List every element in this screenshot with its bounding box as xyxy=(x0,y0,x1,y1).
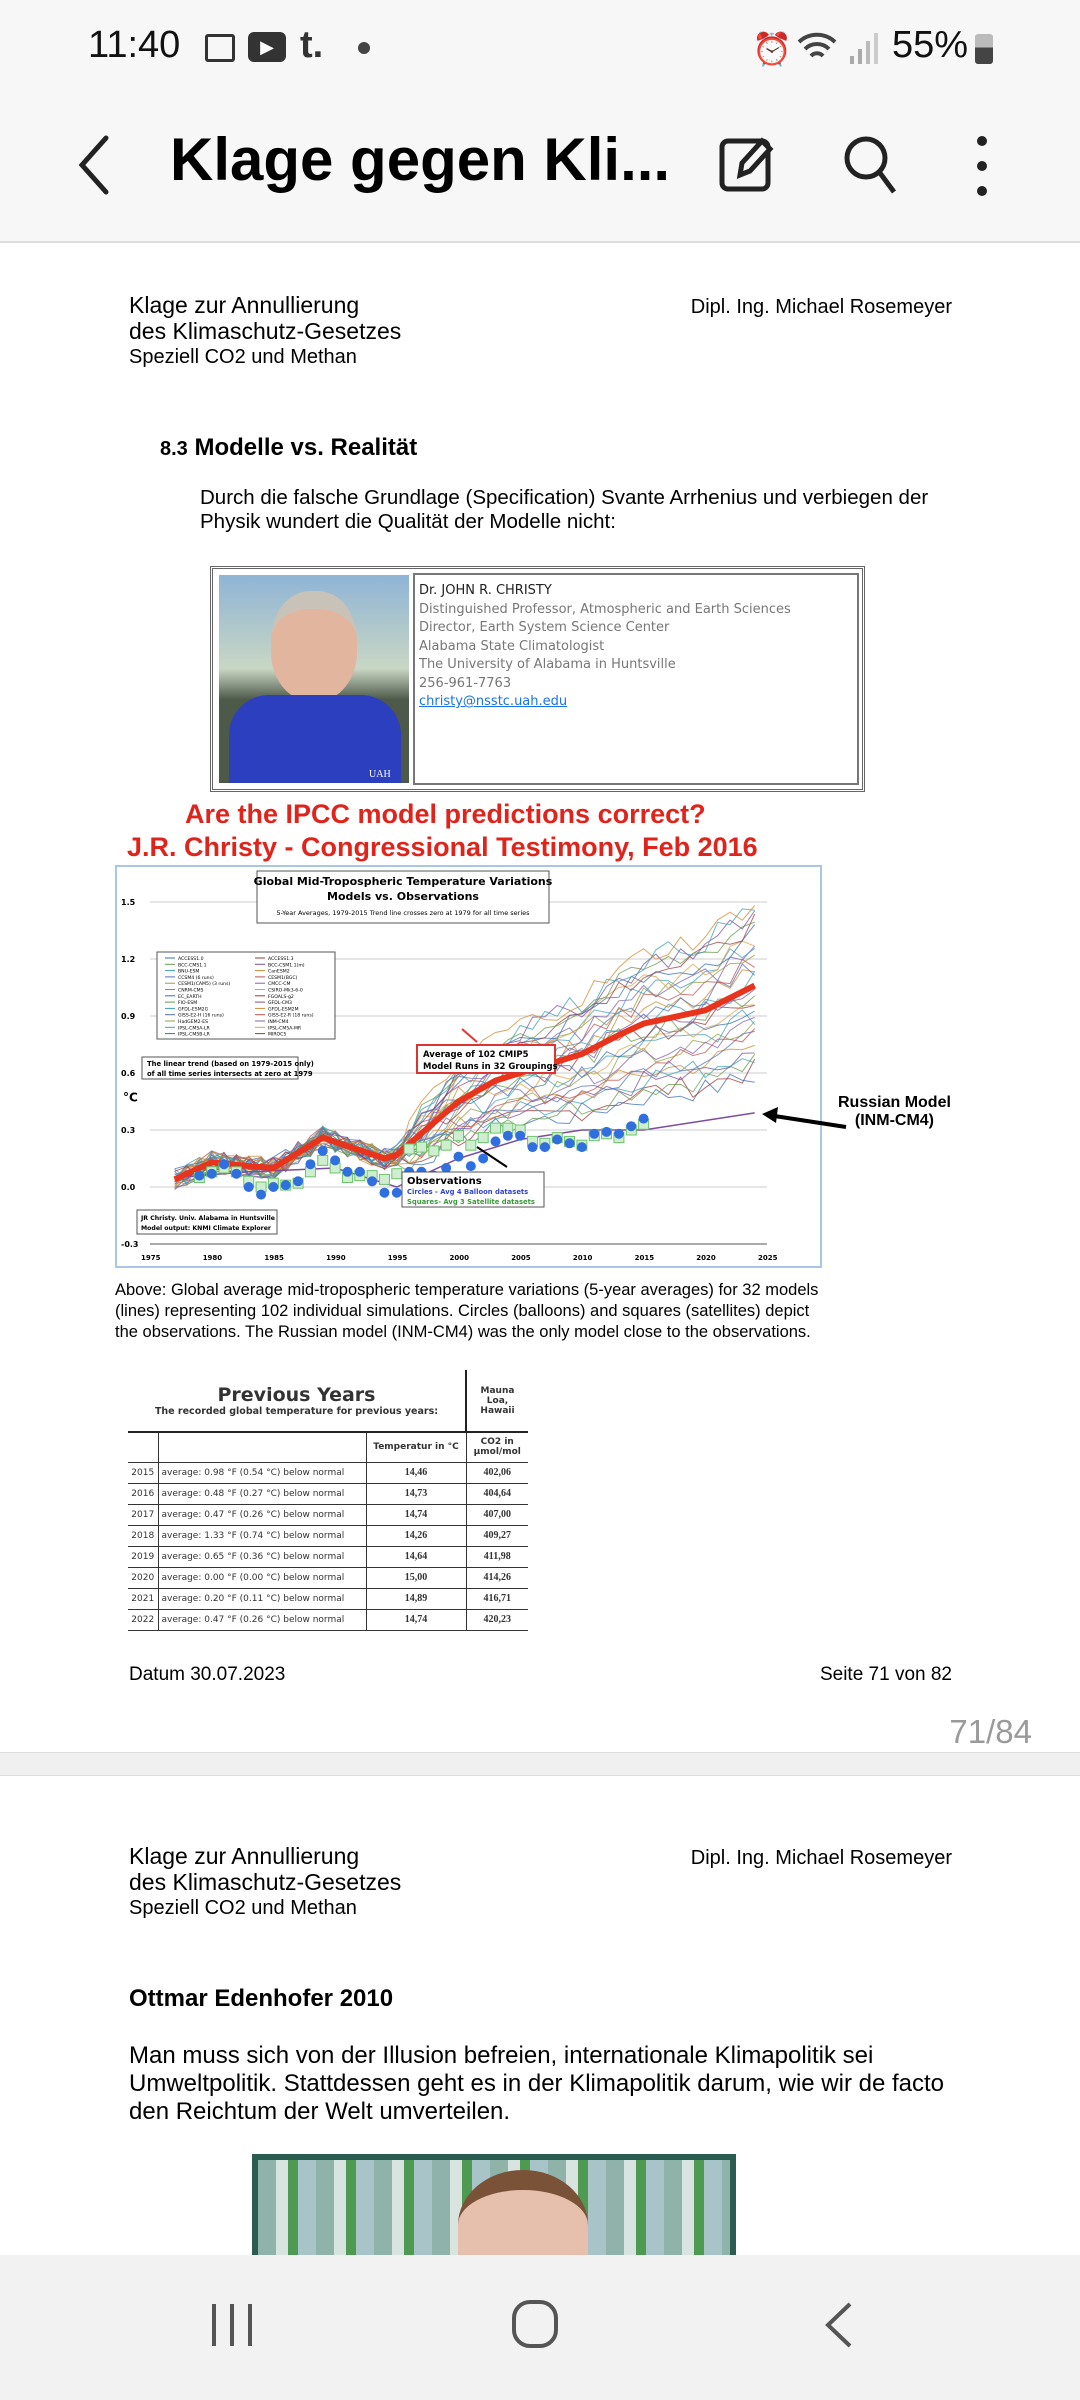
more-options-button[interactable] xyxy=(970,133,994,199)
satellite-square xyxy=(441,1140,451,1150)
table-row xyxy=(128,1525,528,1546)
satellite-square xyxy=(429,1146,439,1156)
header-line: Speziell CO2 und Methan xyxy=(129,1897,357,1919)
wifi-icon xyxy=(797,30,837,66)
balloon-circle xyxy=(231,1169,241,1179)
deviation-cell: average: 0.20 °F (0.11 °C) below normal xyxy=(158,1588,366,1609)
year-cell: 2016 xyxy=(128,1483,158,1504)
temp-cell: 14,64 xyxy=(366,1546,466,1567)
satellite-square xyxy=(416,1142,426,1152)
legend-entry: INM-CM4 xyxy=(268,1020,289,1025)
legend-entry: MIROC5 xyxy=(268,1032,287,1038)
x-tick-label: 1980 xyxy=(202,1254,223,1262)
legend-entry: FGOALS-g2 xyxy=(268,994,294,1000)
legend-entry: BNU-ESM xyxy=(178,969,200,975)
year-cell: 2018 xyxy=(128,1525,158,1546)
intro-paragraph: Durch die falsche Grundlage (Specification) Svante Arrhenius und verbiegen der Physik wundert die Qualität der Modelle nicht: xyxy=(200,486,929,533)
deviation-cell: average: 1.33 °F (0.74 °C) below normal xyxy=(158,1525,366,1546)
co2-cell: 416,71 xyxy=(466,1588,528,1609)
bio-details xyxy=(413,573,859,785)
balloon-circle xyxy=(330,1155,340,1165)
year-cell: 2022 xyxy=(128,1609,158,1630)
co2-cell: 420,23 xyxy=(466,1609,528,1630)
status-bar xyxy=(0,0,1080,95)
temp-cell: 15,00 xyxy=(366,1567,466,1588)
legend-entry: CanESM2 xyxy=(268,969,290,975)
bio-name: Dr. JOHN R. CHRISTY xyxy=(419,583,552,598)
x-tick-label: 2025 xyxy=(758,1254,778,1262)
balloon-circle xyxy=(478,1154,488,1164)
obs-squares: Squares- Avg 3 Satellite datasets xyxy=(407,1198,535,1206)
face xyxy=(458,2170,588,2255)
table-row xyxy=(128,1504,528,1525)
legend-entry: FIO-ESM xyxy=(178,1001,198,1007)
search-button[interactable] xyxy=(840,130,900,196)
legend-entry: HadGEM2-ES xyxy=(178,1020,209,1025)
balloon-circle xyxy=(305,1159,315,1169)
balloon-circle xyxy=(207,1169,217,1179)
temp-cell: 14,73 xyxy=(366,1483,466,1504)
deviation-cell: average: 0.47 °F (0.26 °C) below normal xyxy=(158,1609,366,1630)
x-tick-label: 2010 xyxy=(572,1254,593,1262)
bio-box xyxy=(210,566,865,792)
satellite-square xyxy=(379,1174,389,1184)
legend-entry: BCC-CSM1.1(m) xyxy=(268,963,305,969)
alarm-icon: ⏰ xyxy=(752,31,792,67)
y-tick-label: 1.2 xyxy=(121,955,136,964)
trend-note: The linear trend (based on 1979-2015 only) xyxy=(147,1060,314,1068)
page-header-left xyxy=(129,292,401,370)
co2-cell: 402,06 xyxy=(466,1462,528,1483)
table-row xyxy=(128,1609,528,1630)
edit-button[interactable] xyxy=(718,133,776,195)
news-icon xyxy=(205,34,235,62)
avg-label: Model Runs in 32 Groupings xyxy=(423,1062,558,1072)
balloon-circle xyxy=(515,1131,525,1141)
balloon-circle xyxy=(219,1159,229,1169)
legend-entry: CSIRO-Mk3-6-0 xyxy=(268,988,303,994)
youtube-icon: ▶ xyxy=(248,32,286,62)
page-indicator: 71/84 xyxy=(949,1713,1032,1750)
footer-date: Datum 30.07.2023 xyxy=(129,1664,286,1685)
year-cell: 2019 xyxy=(128,1546,158,1567)
y-axis-label: °C xyxy=(123,1090,138,1105)
balloon-circle xyxy=(256,1190,266,1200)
legend-entry: GISS-E2-H (16 runs) xyxy=(178,1013,224,1019)
balloon-circle xyxy=(528,1142,538,1152)
balloon-circle xyxy=(318,1146,328,1156)
label-line: Russian Model xyxy=(838,1094,951,1111)
back-nav-button[interactable] xyxy=(820,2300,860,2350)
page2-header-left xyxy=(129,1843,401,1921)
section-title: Modelle vs. Realität xyxy=(194,434,418,461)
year-cell: 2017 xyxy=(128,1504,158,1525)
header-line: Speziell CO2 und Methan xyxy=(129,346,357,368)
header-line: des Klimaschutz-Gesetzes xyxy=(129,318,402,344)
temp-cell: 14,89 xyxy=(366,1588,466,1609)
balloon-circle xyxy=(589,1129,599,1139)
page-separator xyxy=(0,1752,1080,1776)
co2-cell: 407,00 xyxy=(466,1504,528,1525)
credit: JR Christy. Univ. Alabama in Huntsville xyxy=(141,1215,275,1222)
header-line: des Klimaschutz-Gesetzes xyxy=(129,1869,402,1895)
red-title-2: J.R. Christy - Congressional Testimony, Feb 2016 xyxy=(127,832,758,862)
obs-circles: Circles - Avg 4 Balloon datasets xyxy=(407,1188,529,1196)
page2-header-right: Dipl. Ing. Michael Rosemeyer xyxy=(690,1847,952,1869)
bio-line: The University of Alabama in Huntsville xyxy=(419,657,676,672)
battery-percent: 55% xyxy=(892,24,969,66)
balloon-circle xyxy=(367,1176,377,1186)
bio-line: Distinguished Professor, Atmospheric and Earth Sciences xyxy=(419,601,791,617)
document-title: Klage gegen Kli... xyxy=(170,126,671,193)
footer-page: Seite 71 von 82 xyxy=(819,1664,952,1685)
balloon-circle xyxy=(639,1114,649,1124)
year-cell: 2020 xyxy=(128,1567,158,1588)
deviation-cell: average: 0.98 °F (0.54 °C) below normal xyxy=(158,1462,366,1483)
balloon-circle xyxy=(503,1131,513,1141)
satellite-square xyxy=(392,1169,402,1179)
header-line: Klage zur Annullierung xyxy=(129,1843,360,1869)
y-tick-label: 0.0 xyxy=(121,1183,136,1192)
co2-header: CO2 in µmol/mol xyxy=(466,1432,528,1462)
navigation-bar xyxy=(0,2255,1080,2400)
co2-cell: 411,98 xyxy=(466,1546,528,1567)
quote-paragraph: Man muss sich von der Illusion befreien, internationale Klimapolitik sei Umweltpolitik. Stattdessen geht es in der Klimapolitik darum, wie wir de facto den Reichtum der Welt umverteilen. xyxy=(129,2042,945,2125)
x-tick-label: 1990 xyxy=(326,1254,346,1262)
previous-years-table xyxy=(128,1370,528,1631)
co2-cell: 414,26 xyxy=(466,1567,528,1588)
co2-cell: 409,27 xyxy=(466,1525,528,1546)
year-cell: 2021 xyxy=(128,1588,158,1609)
christy-photo xyxy=(219,575,409,783)
red-title-1: Are the IPCC model predictions correct? xyxy=(185,799,706,829)
bio-email-link[interactable]: christy@nsstc.uah.edu xyxy=(419,694,568,709)
balloon-circle xyxy=(540,1142,550,1152)
uah-logo: UAH xyxy=(369,769,391,780)
legend-entry: GISS-E2-R (18 runs) xyxy=(268,1013,314,1019)
chart-note: 5-Year Averages, 1979-2015 Trend line crosses zero at 1979 for all time series xyxy=(276,909,530,917)
deviation-cell: average: 0.47 °F (0.26 °C) below normal xyxy=(158,1504,366,1525)
balloon-circle xyxy=(342,1167,352,1177)
credit: Model output: KNMI Climate Explorer xyxy=(141,1225,271,1232)
russian-model-label xyxy=(838,1094,951,1130)
x-tick-label: 2000 xyxy=(449,1254,469,1262)
avg-label: Average of 102 CMIP5 xyxy=(423,1050,529,1060)
temp-header: Temperatur in °C xyxy=(366,1432,466,1462)
balloon-circle xyxy=(194,1171,204,1181)
bio-line: Alabama State Climatologist xyxy=(419,638,605,654)
satellite-square xyxy=(491,1123,501,1133)
satellite-square xyxy=(478,1133,488,1143)
y-tick-label: -0.3 xyxy=(121,1240,139,1249)
y-tick-label: 0.6 xyxy=(121,1069,136,1078)
recent-apps-button[interactable] xyxy=(208,2300,258,2350)
trend-note: of all time series intersects at zero at 1979 xyxy=(147,1070,313,1078)
satellite-square xyxy=(466,1140,476,1150)
balloon-circle xyxy=(355,1167,365,1177)
table-row xyxy=(128,1546,528,1567)
bio-line: Director, Earth System Science Center xyxy=(419,620,670,635)
legend-entry: EC_EARTH xyxy=(178,994,202,1000)
deviation-cell: average: 0.48 °F (0.27 °C) below normal xyxy=(158,1483,366,1504)
battery-icon xyxy=(975,34,993,64)
balloon-circle xyxy=(491,1136,501,1146)
co2-cell: 404,64 xyxy=(466,1483,528,1504)
table-row xyxy=(128,1588,528,1609)
temp-cell: 14,46 xyxy=(366,1462,466,1483)
satellite-square xyxy=(404,1144,414,1154)
legend-entry: GFDL-ESM2M xyxy=(268,1007,299,1013)
legend-entry: CCSM4 (6 runs) xyxy=(178,975,214,981)
x-tick-label: 1995 xyxy=(387,1254,408,1262)
app-bar xyxy=(0,95,1080,243)
label-line: (INM-CM4) xyxy=(854,1112,934,1129)
balloon-circle xyxy=(626,1121,636,1131)
balloon-circle xyxy=(392,1188,402,1198)
legend-entry: ACCESS1.3 xyxy=(268,957,294,962)
balloon-circle xyxy=(244,1182,254,1192)
x-tick-label: 2015 xyxy=(634,1254,655,1262)
temp-cell: 14,74 xyxy=(366,1504,466,1525)
y-tick-label: 0.9 xyxy=(121,1012,136,1021)
balloon-circle xyxy=(614,1129,624,1139)
balloon-circle xyxy=(293,1176,303,1186)
page2-title: Ottmar Edenhofer 2010 xyxy=(129,1985,394,2012)
legend-entry: CESM1(BGC) xyxy=(268,975,298,981)
balloon-circle xyxy=(602,1127,612,1137)
signal-icon xyxy=(848,30,878,66)
t-online-icon: t. xyxy=(300,24,324,66)
satellite-square xyxy=(454,1131,464,1141)
page-header-right: Dipl. Ing. Michael Rosemeyer xyxy=(690,296,952,318)
back-button[interactable] xyxy=(70,130,120,200)
legend-entry: GFDL-ESM2G xyxy=(178,1007,209,1013)
edenhofer-photo xyxy=(252,2154,736,2255)
bio-line: 256-961-7763 xyxy=(419,675,512,691)
temp-cell: 14,26 xyxy=(366,1525,466,1546)
balloon-circle xyxy=(268,1182,278,1192)
legend-entry: GFDL-CM3 xyxy=(268,1001,292,1007)
balloon-circle xyxy=(454,1152,464,1162)
legend-entry: IPSL-CM5B-LR xyxy=(178,1032,210,1038)
legend-entry: BCC-CMS1.1 xyxy=(178,963,207,969)
chart-title: Global Mid-Tropospheric Temperature Variations xyxy=(253,875,553,888)
more-notifications-icon xyxy=(358,42,370,54)
clock: 11:40 xyxy=(88,24,181,66)
table-subtitle: The recorded global temperature for previous years: xyxy=(154,1406,439,1417)
russian-arrow-icon xyxy=(760,1105,850,1135)
station-header: Mauna Loa, Hawaii xyxy=(466,1370,528,1432)
table-row xyxy=(128,1483,528,1504)
obs-title: Observations xyxy=(407,1176,482,1187)
deviation-cell: average: 0.00 °F (0.00 °C) below normal xyxy=(158,1567,366,1588)
legend-entry: CESM1(CAM5) (3 runs) xyxy=(178,982,231,988)
balloon-circle xyxy=(379,1188,389,1198)
x-tick-label: 1975 xyxy=(141,1254,161,1262)
balloon-circle xyxy=(281,1180,291,1190)
temperature-chart xyxy=(115,865,822,1268)
chart-subtitle: Models vs. Observations xyxy=(327,890,479,903)
legend-entry: IPSL-CM5A-LR xyxy=(178,1026,210,1032)
year-cell: 2015 xyxy=(128,1462,158,1483)
face xyxy=(271,591,357,701)
y-tick-label: 0.3 xyxy=(121,1126,136,1135)
balloon-circle xyxy=(565,1138,575,1148)
table-title: Previous Years xyxy=(217,1384,376,1406)
legend-entry: ACCESS1.0 xyxy=(178,957,204,962)
y-tick-label: 1.5 xyxy=(121,898,136,907)
section-heading xyxy=(160,434,417,462)
table-row xyxy=(128,1567,528,1588)
legend-entry: CMCC-CM xyxy=(268,982,291,988)
x-tick-label: 2020 xyxy=(696,1254,716,1262)
balloon-circle xyxy=(552,1135,562,1145)
deviation-cell: average: 0.65 °F (0.36 °C) below normal xyxy=(158,1546,366,1567)
temp-cell: 14,74 xyxy=(366,1609,466,1630)
home-button[interactable] xyxy=(510,2298,562,2352)
satellite-square xyxy=(318,1155,328,1165)
x-tick-label: 1985 xyxy=(264,1254,284,1262)
x-tick-label: 2005 xyxy=(511,1254,531,1262)
balloon-circle xyxy=(577,1142,587,1152)
table-row xyxy=(128,1462,528,1483)
legend-entry: IPSL-CM5A-MR xyxy=(268,1026,302,1032)
header-line: Klage zur Annullierung xyxy=(129,292,360,318)
section-number: 8.3 xyxy=(160,438,188,460)
legend-entry: CNRM-CM5 xyxy=(178,988,204,994)
balloon-circle xyxy=(466,1161,476,1171)
chart-caption: Above: Global average mid-tropospheric temperature variations (5-year averages) for 32 models (lines) representing 102 individual simulations. Circles (balloons) and squares (satellites) depict the observations. The Russian model (INM-CM4) was the only model close to the observations. xyxy=(115,1281,819,1341)
